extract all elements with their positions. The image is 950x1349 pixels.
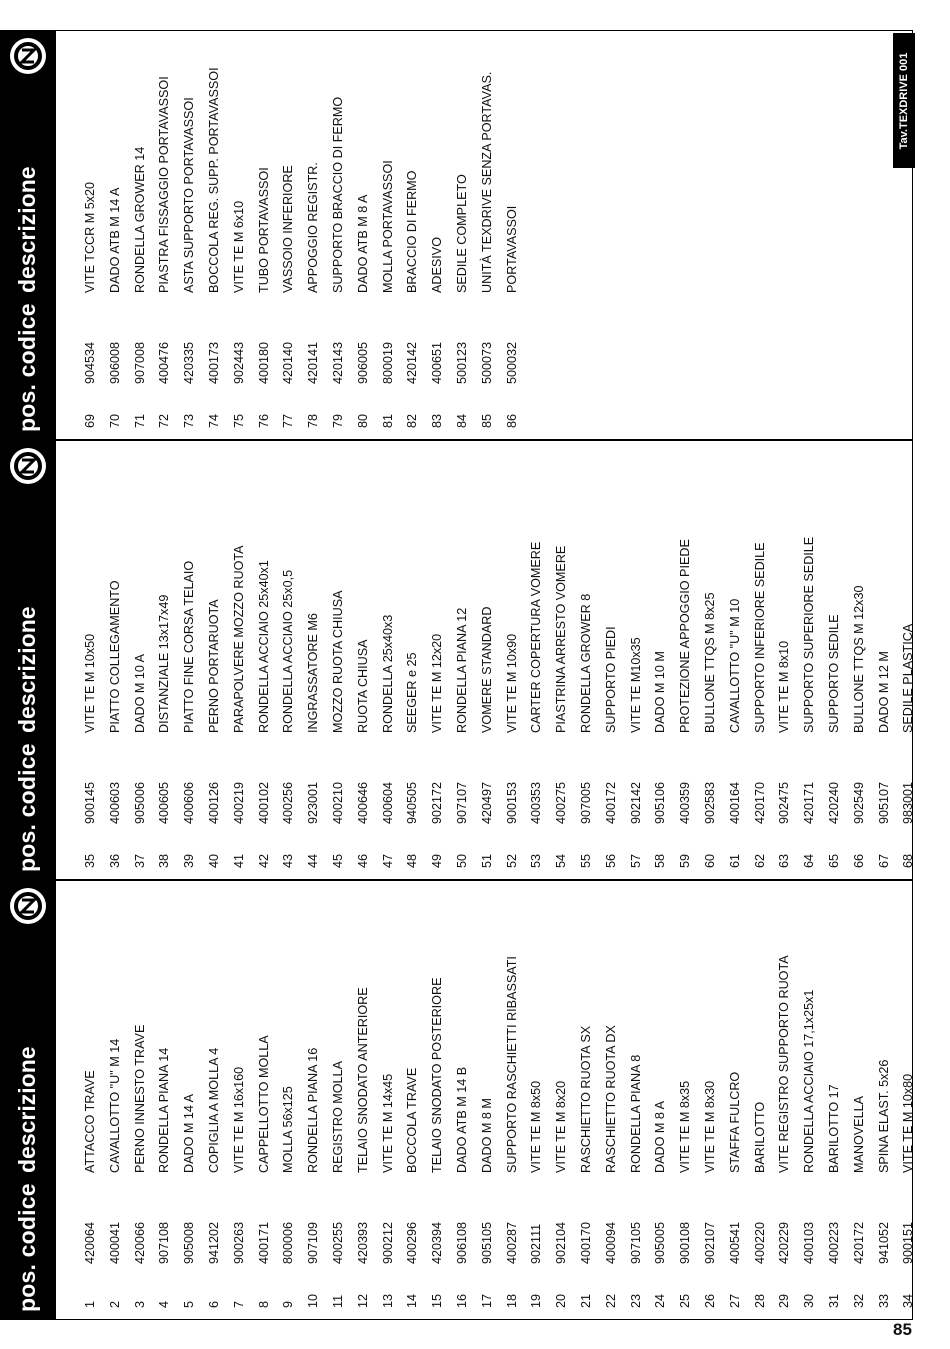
row-description: PERNO INNESTO TRAVE [132, 1024, 147, 1173]
row-pos: 54 [554, 853, 569, 868]
row-pos: 67 [876, 853, 891, 868]
row-code: 400287 [504, 1221, 519, 1264]
row-description: CARTER COPERTURA VOMERE [529, 541, 544, 733]
row-code: 400646 [355, 781, 370, 824]
block-frame [0, 30, 913, 440]
row-code: 400651 [430, 341, 445, 384]
row-code: 400256 [281, 781, 296, 824]
row-pos: 49 [430, 853, 445, 868]
row-pos: 4 [157, 1300, 172, 1308]
row-description: CAPPELLOTTO MOLLA [256, 1035, 271, 1173]
row-pos: 60 [703, 853, 717, 868]
row-code: 905107 [876, 781, 891, 824]
parts-block-2 [0, 440, 916, 880]
row-description: DADO M 10 M [653, 651, 668, 733]
row-code: 902172 [430, 781, 445, 824]
row-pos: 27 [727, 1293, 742, 1308]
row-code: 907109 [306, 1221, 321, 1264]
row-description: RONDELLA GROWER 14 [132, 146, 147, 293]
row-description: VOMERE STANDARD [479, 606, 494, 733]
row-code: 800019 [380, 341, 395, 384]
row-code: 907105 [628, 1221, 643, 1264]
row-code: 400220 [752, 1221, 767, 1264]
row-pos: 26 [703, 1293, 717, 1308]
row-pos: 65 [827, 853, 841, 868]
row-pos: 5 [182, 1300, 197, 1308]
row-description: PROTEZIONE APPOGGIO PIEDE [678, 539, 693, 733]
row-description: PIASTRINA ARRESTO VOMERE [554, 545, 569, 733]
row-pos: 32 [851, 1293, 866, 1308]
row-code: 906005 [355, 341, 370, 384]
parts-block-3 [0, 30, 913, 440]
row-description: SUPPORTO RASCHIETTI RIBASSATI [504, 956, 519, 1173]
row-description: RONDELLA PIANA 8 [628, 1054, 643, 1173]
row-code: 420141 [306, 341, 321, 384]
row-code: 420229 [777, 1221, 792, 1264]
row-description: PIATTO FINE CORSA TELAIO [182, 560, 197, 733]
row-pos: 57 [628, 853, 643, 868]
row-description: MANOVELLA [851, 1096, 866, 1173]
block-frame [0, 440, 913, 880]
row-pos: 51 [479, 853, 494, 868]
row-code: 420394 [430, 1221, 445, 1264]
row-pos: 40 [207, 853, 221, 868]
row-code: 400604 [380, 781, 395, 824]
row-pos: 7 [231, 1300, 246, 1308]
row-description: DADO M 14 A [182, 1093, 197, 1173]
row-code: 900145 [83, 781, 97, 824]
row-description: SUPPORTO SEDILE [827, 614, 841, 733]
row-pos: 35 [83, 853, 97, 868]
row-description: TELAIO SNODATO POSTERIORE [430, 977, 445, 1173]
row-description: RONDELLA ACCIAIO 17,1x25x1 [802, 989, 817, 1173]
row-code: 902107 [703, 1221, 717, 1264]
row-pos: 83 [430, 413, 445, 428]
parts-block-1 [0, 880, 916, 1320]
row-description: VITE REGISTRO SUPPORTO RUOTA [777, 955, 792, 1173]
row-code: 902475 [777, 781, 792, 824]
row-code: 800006 [281, 1221, 296, 1264]
row-description: CAVALLOTTO "U" M 14 [107, 1038, 122, 1173]
row-code: 900153 [504, 781, 519, 824]
row-pos: 78 [306, 413, 321, 428]
row-pos: 3 [132, 1300, 147, 1308]
row-description: VITE TE M 8x20 [554, 1080, 569, 1173]
row-pos: 72 [157, 413, 172, 428]
row-pos: 68 [901, 853, 916, 868]
row-description: RONDELLA PIANA 14 [157, 1047, 172, 1173]
row-pos: 31 [827, 1293, 841, 1308]
row-code: 905008 [182, 1221, 197, 1264]
row-pos: 86 [504, 413, 519, 428]
row-description: INGRASSATORE M6 [306, 613, 321, 733]
row-pos: 30 [802, 1293, 817, 1308]
row-description: PIATTO COLLEGAMENTO [107, 580, 122, 733]
row-description: BULLONE TTQS M 12x30 [851, 585, 866, 733]
row-description: RONDELLA PIANA 16 [306, 1047, 321, 1173]
row-pos: 9 [281, 1300, 296, 1308]
row-pos: 12 [355, 1293, 370, 1308]
row-description: SUPPORTO BRACCIO DI FERMO [331, 96, 345, 293]
row-code: 400171 [256, 1221, 271, 1264]
row-code: 400359 [678, 781, 693, 824]
row-code: 907108 [157, 1221, 172, 1264]
row-description: SUPPORTO SUPERIORE SEDILE [802, 536, 817, 733]
row-code: 400603 [107, 781, 122, 824]
row-pos: 16 [455, 1293, 469, 1308]
row-pos: 44 [306, 853, 321, 868]
row-pos: 52 [504, 853, 519, 868]
row-pos: 25 [678, 1293, 693, 1308]
row-description: SPINA ELAST. 5x26 [876, 1059, 891, 1173]
row-description: BARILOTTO [752, 1101, 767, 1173]
row-code: 400126 [207, 781, 221, 824]
row-code: 923001 [306, 781, 321, 824]
row-code: 500032 [504, 341, 519, 384]
row-code: 941052 [876, 1221, 891, 1264]
row-pos: 10 [306, 1293, 321, 1308]
row-description: CAVALLOTTO "U" M 10 [727, 598, 742, 733]
row-description: RONDELLA 25x40x3 [380, 614, 395, 733]
row-description: VITE TE M 8x35 [678, 1080, 693, 1173]
row-code: 904534 [83, 341, 97, 384]
row-pos: 6 [207, 1300, 221, 1308]
row-code: 400164 [727, 781, 742, 824]
row-pos: 75 [231, 413, 246, 428]
row-description: VASSOIO INFERIORE [281, 165, 296, 293]
row-pos: 53 [529, 853, 544, 868]
row-description: DADO ATB M 14 A [107, 187, 122, 293]
row-description: BOCCOLA TRAVE [405, 1067, 420, 1173]
row-code: 420171 [802, 781, 817, 824]
row-code: 902104 [554, 1221, 569, 1264]
row-code: 902549 [851, 781, 866, 824]
row-description: TELAIO SNODATO ANTERIORE [355, 987, 370, 1173]
row-description: RONDELLA GROWER 8 [579, 593, 593, 733]
row-code: 400223 [827, 1221, 841, 1264]
row-code: 400180 [256, 341, 271, 384]
row-pos: 43 [281, 853, 296, 868]
row-pos: 76 [256, 413, 271, 428]
row-description: DADO ATB M 8 A [355, 194, 370, 293]
row-code: 400275 [554, 781, 569, 824]
row-code: 902583 [703, 781, 717, 824]
row-pos: 74 [207, 413, 221, 428]
row-code: 400103 [802, 1221, 817, 1264]
row-pos: 2 [107, 1300, 122, 1308]
row-pos: 62 [752, 853, 767, 868]
row-description: SUPPORTO INFERIORE SEDILE [752, 542, 767, 733]
row-description: PIASTRA FISSAGGIO PORTAVASSOI [157, 76, 172, 293]
row-pos: 41 [231, 853, 246, 868]
row-code: 900108 [678, 1221, 693, 1264]
row-pos: 46 [355, 853, 370, 868]
row-pos: 47 [380, 853, 395, 868]
row-pos: 28 [752, 1293, 767, 1308]
row-code: 900151 [901, 1221, 916, 1264]
row-code: 902443 [231, 341, 246, 384]
row-description: TUBO PORTAVASSOI [256, 167, 271, 293]
row-description: ATTACCO TRAVE [83, 1070, 97, 1173]
row-description: VITE TE M 10x50 [83, 633, 97, 733]
row-pos: 85 [479, 413, 494, 428]
row-code: 400094 [603, 1221, 618, 1264]
row-pos: 37 [132, 853, 147, 868]
header-description: descrizione [14, 606, 40, 733]
row-code: 400541 [727, 1221, 742, 1264]
row-code: 400041 [107, 1221, 122, 1264]
row-description: VITE TE M 10x80 [901, 1073, 916, 1173]
row-pos: 23 [628, 1293, 643, 1308]
row-description: MOLLA PORTAVASSOI [380, 160, 395, 293]
row-code: 420066 [132, 1221, 147, 1264]
row-description: RASCHIETTO RUOTA SX [579, 1025, 593, 1173]
block-frame [0, 880, 913, 1320]
row-description: MOLLA 56x125 [281, 1086, 296, 1173]
row-description: APPOGGIO REGISTR. [306, 162, 321, 293]
row-code: 907005 [579, 781, 593, 824]
row-code: 906108 [455, 1221, 469, 1264]
row-pos: 56 [603, 853, 618, 868]
row-pos: 11 [331, 1294, 345, 1308]
row-code: 500073 [479, 341, 494, 384]
row-code: 905005 [653, 1221, 668, 1264]
row-description: DADO ATB M 14 B [455, 1066, 469, 1173]
row-pos: 38 [157, 853, 172, 868]
row-code: 900212 [380, 1221, 395, 1264]
table-label-tab [893, 33, 915, 168]
row-code: 400476 [157, 341, 172, 384]
row-pos: 18 [504, 1293, 519, 1308]
row-code: 420143 [331, 341, 345, 384]
row-code: 900263 [231, 1221, 246, 1264]
row-description: MOZZO RUOTA CHIUSA [331, 590, 345, 733]
row-description: REGISTRO MOLLA [331, 1061, 345, 1173]
header-description: descrizione [14, 166, 40, 293]
header-description: descrizione [14, 1046, 40, 1173]
row-description: VITE TE M 12x20 [430, 633, 445, 733]
row-code: 420240 [827, 781, 841, 824]
row-code: 906008 [107, 341, 122, 384]
row-pos: 64 [802, 853, 817, 868]
row-description: VITE TE M 6x10 [231, 200, 246, 293]
header-pos-code: pos. codice [14, 743, 40, 872]
row-description: PERNO PORTARUOTA [207, 599, 221, 733]
row-code: 420393 [355, 1221, 370, 1264]
row-pos: 42 [256, 853, 271, 868]
row-pos: 13 [380, 1293, 395, 1308]
row-description: STAFFA FULCRO [727, 1071, 742, 1173]
table-label: Tav.TEXDRIVE 001 [898, 52, 910, 149]
row-code: 420064 [83, 1221, 97, 1264]
row-description: RONDELLA ACCIAIO 25x40x1 [256, 560, 271, 733]
page-number: 85 [893, 1320, 912, 1339]
row-description: VITE TCCR M 5x20 [83, 181, 97, 293]
row-description: SEDILE COMPLETO [455, 174, 469, 293]
row-description: VITE TE M 16x160 [231, 1066, 246, 1173]
row-pos: 22 [603, 1293, 618, 1308]
row-code: 400353 [529, 781, 544, 824]
row-description: VITE TE M 8x30 [703, 1080, 717, 1173]
row-description: VITE TE M 10x90 [504, 633, 519, 733]
row-description: RONDELLA ACCIAIO 25x0,5 [281, 569, 296, 733]
row-description: COPIGLIA A MOLLA 4 [207, 1047, 221, 1173]
row-pos: 14 [405, 1293, 420, 1308]
row-pos: 59 [678, 853, 693, 868]
row-code: 983001 [901, 781, 916, 824]
row-description: RUOTA CHIUSA [355, 639, 370, 733]
row-code: 400255 [331, 1221, 345, 1264]
row-code: 420335 [182, 341, 197, 384]
row-pos: 81 [380, 413, 395, 428]
row-pos: 66 [851, 853, 866, 868]
row-code: 420172 [851, 1221, 866, 1264]
row-description: RASCHIETTO RUOTA DX [603, 1025, 618, 1173]
row-description: BOCCOLA REG. SUPP. PORTAVASSOI [207, 67, 221, 293]
row-description: SUPPORTO PIEDI [603, 626, 618, 733]
row-description: BULLONE TTQS M 8x25 [703, 592, 717, 733]
row-code: 941202 [207, 1221, 221, 1264]
row-pos: 36 [107, 853, 122, 868]
row-pos: 58 [653, 853, 668, 868]
row-code: 400172 [603, 781, 618, 824]
row-description: UNITÀ TEXDRIVE SENZA PORTAVAS. [479, 71, 494, 293]
row-code: 420140 [281, 341, 296, 384]
row-description: BARILOTTO 17 [827, 1084, 841, 1173]
row-code: 400210 [331, 781, 345, 824]
row-code: 400219 [231, 781, 246, 824]
row-description: BRACCIO DI FERMO [405, 170, 420, 293]
row-code: 907107 [455, 781, 469, 824]
row-pos: 63 [777, 853, 792, 868]
header-pos-code: pos. codice [14, 303, 40, 432]
row-description: DISTANZIALE 13x17x49 [157, 594, 172, 733]
row-description: VITE TE M10x35 [628, 637, 643, 733]
row-description: ADESIVO [430, 237, 445, 293]
row-pos: 1 [83, 1300, 97, 1308]
row-code: 905106 [653, 781, 668, 824]
row-description: SEEGER e 25 [405, 652, 420, 733]
row-description: VITE TE M 14x45 [380, 1073, 395, 1173]
row-pos: 21 [579, 1293, 593, 1308]
row-description: PARAPOLVERE MOZZO RUOTA [231, 545, 246, 733]
row-code: 500123 [455, 341, 469, 384]
row-code: 905006 [132, 781, 147, 824]
row-pos: 34 [901, 1293, 916, 1308]
row-pos: 29 [777, 1293, 792, 1308]
row-pos: 50 [455, 853, 469, 868]
row-code: 400173 [207, 341, 221, 384]
row-code: 905105 [479, 1221, 494, 1264]
row-pos: 15 [430, 1293, 445, 1308]
row-pos: 71 [132, 413, 147, 428]
row-code: 907008 [132, 341, 147, 384]
row-description: DADO M 8 M [479, 1098, 494, 1173]
row-pos: 70 [107, 413, 122, 428]
row-description: SEDILE PLASTICA [901, 623, 916, 733]
row-code: 420497 [479, 781, 494, 824]
row-code: 400606 [182, 781, 197, 824]
row-code: 400296 [405, 1221, 420, 1264]
row-pos: 80 [355, 413, 370, 428]
row-pos: 61 [727, 853, 742, 868]
row-code: 420170 [752, 781, 767, 824]
row-pos: 17 [479, 1293, 494, 1308]
row-code: 940505 [405, 781, 420, 824]
row-code: 400605 [157, 781, 172, 824]
row-pos: 69 [83, 413, 97, 428]
row-description: PORTAVASSOI [504, 205, 519, 293]
row-description: RONDELLA PIANA 12 [455, 607, 469, 733]
row-description: DADO M 8 A [653, 1100, 668, 1173]
row-code: 400170 [579, 1221, 593, 1264]
header-pos-code: pos. codice [14, 1183, 40, 1312]
row-pos: 19 [529, 1293, 544, 1308]
row-description: VITE TE M 8x10 [777, 640, 792, 733]
row-pos: 24 [653, 1293, 668, 1308]
row-pos: 79 [331, 413, 345, 428]
row-pos: 82 [405, 413, 420, 428]
row-description: ASTA SUPPORTO PORTAVASSOI [182, 97, 197, 293]
row-pos: 45 [331, 853, 345, 868]
row-pos: 55 [579, 853, 593, 868]
row-pos: 48 [405, 853, 420, 868]
row-pos: 77 [281, 413, 296, 428]
row-code: 400102 [256, 781, 271, 824]
rotated-table-area [0, 30, 916, 1320]
row-description: VITE TE M 8x50 [529, 1080, 544, 1173]
row-pos: 33 [876, 1293, 891, 1308]
row-code: 902111 [529, 1223, 544, 1264]
row-description: DADO M 10 A [132, 653, 147, 733]
row-code: 420142 [405, 341, 420, 384]
row-pos: 84 [455, 413, 469, 428]
row-pos: 8 [256, 1300, 271, 1308]
row-pos: 73 [182, 413, 197, 428]
row-pos: 39 [182, 853, 197, 868]
row-code: 902142 [628, 781, 643, 824]
row-pos: 20 [554, 1293, 569, 1308]
row-description: DADO M 12 M [876, 651, 891, 733]
